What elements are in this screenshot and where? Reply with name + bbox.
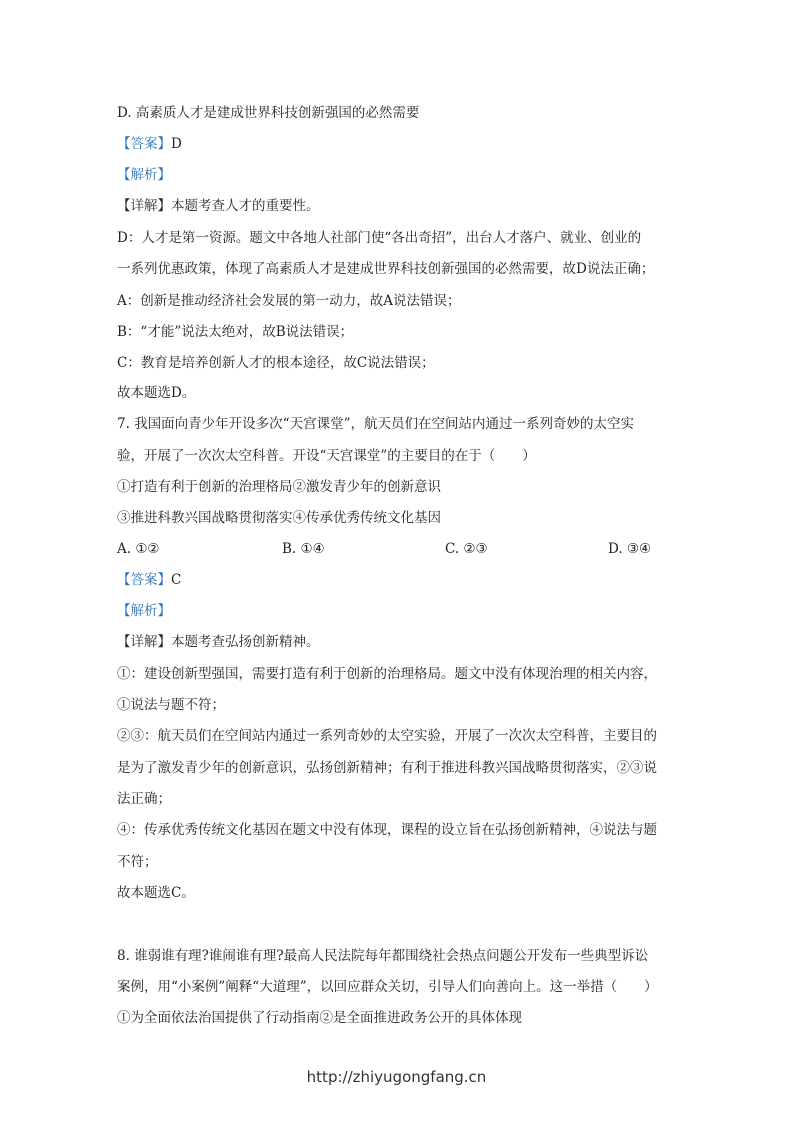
q7-answer	[117, 570, 181, 590]
q7-option-d: D. ③④	[608, 541, 652, 557]
answer-value: D	[171, 136, 182, 152]
detail-tag: 【详解】	[117, 198, 171, 214]
q7-option-a: A. ①②	[117, 541, 160, 557]
q7-line: 法正确；	[117, 791, 171, 807]
footer-url: http://zhiyugongfang.cn	[306, 1068, 487, 1086]
q7-line: 是为了激发青少年的创新意识，弘扬创新精神；有利于推进科教兴国战略贯彻落实，②③说	[117, 760, 657, 776]
q7-stem: 7. 我国面向青少年开设多次“天宫课堂”，航天员们在空间站内通过一系列奇妙的太空实	[117, 416, 634, 432]
q6-line: A：创新是推动经济社会发展的第一动力，故A说法错误；	[117, 293, 461, 309]
q6-line: 故本题选D。	[117, 385, 196, 401]
q7-item: ③推进科教兴国战略贯彻落实④传承优秀传统文化基因	[117, 510, 441, 526]
detail-intro: 本题考查人才的重要性。	[171, 198, 320, 214]
q7-line: 不符；	[117, 854, 158, 870]
q7-line: ①：建设创新型强国，需要打造有利于创新的治理格局。题文中没有体现治理的相关内容，	[117, 666, 657, 682]
detail-intro: 本题考查弘扬创新精神。	[171, 634, 320, 650]
q7-detail	[117, 632, 320, 652]
q6-line: C：教育是培养创新人才的根本途径，故C说法错误；	[117, 355, 435, 371]
q7-stem: 验，开展了一次次太空科普。开设“天宫课堂”的主要目的在于（ ）	[117, 448, 536, 464]
q6-line: D：人才是第一资源。题文中各地人社部门使“各出奇招”，出台人才落户、就业、创业的	[117, 230, 642, 246]
q7-line: ④：传承优秀传统文化基因在题文中没有体现，课程的设立旨在弘扬创新精神，④说法与题	[117, 822, 657, 838]
q7-option-c: C. ②③	[445, 541, 488, 557]
q7-analysis-tag: 【解析】	[117, 603, 171, 619]
q6-line: B：“才能”说法太绝对，故B说法错误；	[117, 324, 354, 340]
q8-stem: 案例，用“小案例”阐释“大道理”，以回应群众关切，引导人们向善向上。这一举措（ ）	[117, 979, 658, 995]
q6-detail	[117, 196, 320, 216]
detail-tag: 【详解】	[117, 634, 171, 650]
q8-stem: ①为全面依法治国提供了行动指南②是全面推进政务公开的具体体现	[117, 1010, 522, 1026]
q7-line: 故本题选C。	[117, 885, 195, 901]
q7-option-b: B. ①④	[282, 541, 325, 557]
answer-tag: 【答案】	[117, 136, 171, 152]
q7-line: ①说法与题不符；	[117, 697, 225, 713]
answer-value: C	[171, 572, 182, 588]
q6-answer	[117, 134, 182, 154]
q7-line: ②③：航天员们在空间站内通过一系列奇妙的太空实验，开展了一次次太空科普，主要目的	[117, 728, 657, 744]
answer-tag: 【答案】	[117, 572, 171, 588]
q6-line: 一系列优惠政策，体现了高素质人才是建成世界科技创新强国的必然需要，故D说法正确；	[117, 261, 655, 277]
q8-stem: 8. 谁弱谁有理?谁闹谁有理?最高人民法院每年都围绕社会热点问题公开发布一些典型诉讼	[117, 948, 649, 964]
q6-analysis-tag: 【解析】	[117, 167, 171, 183]
q7-item: ①打造有利于创新的治理格局②激发青少年的创新意识	[117, 479, 441, 495]
q6-option-d: D. 高素质人才是建成世界科技创新强国的必然需要	[117, 105, 420, 121]
